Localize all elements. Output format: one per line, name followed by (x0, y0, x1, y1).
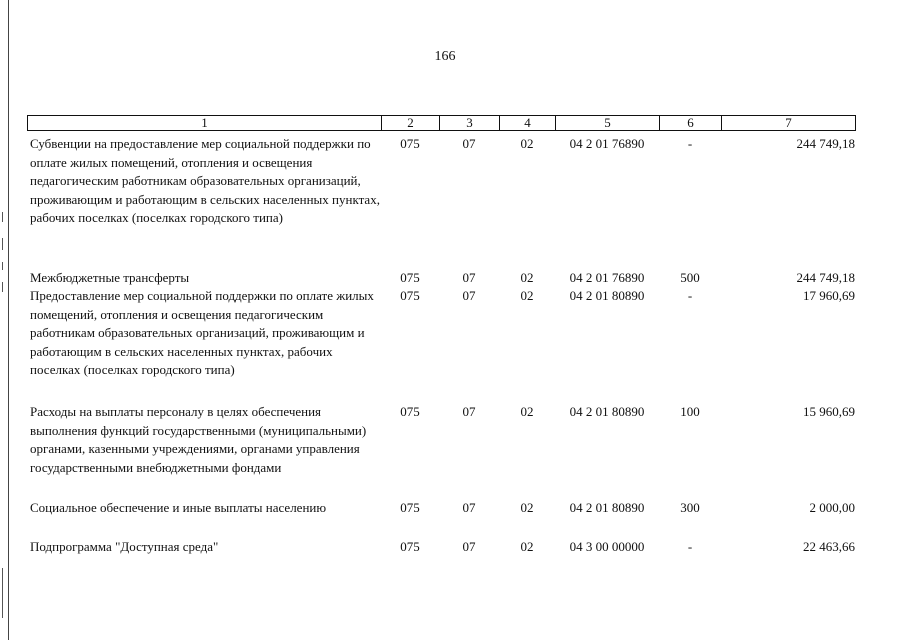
row-description: Предоставление мер социальной поддержки по оплате жилых помещений, отопления и освещения педагогическим работникам образовательных организаций, проживающим и работающим в сельских населенных пунктах, рабочих поселках (поселках городского типа) (30, 288, 374, 377)
row-col-5: 04 2 01 76890 (569, 136, 645, 151)
row-col-6: 500 (680, 270, 700, 285)
row-col-4: 02 (520, 404, 534, 419)
row-description: Социальное обеспечение и иные выплаты населению (30, 500, 327, 515)
row-col-2: 075 (400, 270, 420, 285)
row-description: Межбюджетные трансферты (30, 270, 190, 285)
header-cell-4: 4 (500, 116, 556, 130)
header-cell-5: 5 (556, 116, 660, 130)
row-col-2: 075 (400, 539, 420, 554)
header-cell-2: 2 (382, 116, 440, 130)
row-col-6: - (687, 539, 693, 554)
header-cell-1: 1 (28, 116, 382, 130)
row-col-5: 04 2 01 80890 (569, 404, 645, 419)
row-col-4: 02 (520, 539, 534, 554)
row-col-3: 07 (462, 136, 476, 151)
scan-artifact-mark (2, 568, 3, 618)
row-col-3: 07 (462, 288, 476, 303)
row-col-2: 075 (400, 500, 420, 515)
row-col-2: 075 (400, 404, 420, 419)
row-description: Расходы на выплаты персоналу в целях обеспечения выполнения функций государственными (муниципальными) органами, казенными учреждениями, органами управления государственными внебюджетными фондами (30, 404, 367, 475)
row-col-3: 07 (462, 404, 476, 419)
row-col-7: 244 749,18 (796, 136, 855, 151)
row-col-6: - (687, 136, 693, 151)
row-col-7: 2 000,00 (809, 500, 855, 515)
row-col-3: 07 (462, 500, 476, 515)
row-col-7: 22 463,66 (803, 539, 855, 554)
table-header-row (27, 115, 856, 131)
scan-artifact-mark (2, 212, 3, 222)
row-col-5: 04 2 01 80890 (569, 288, 645, 303)
scan-artifact-mark (2, 238, 3, 250)
row-col-5: 04 2 01 80890 (569, 500, 645, 515)
row-col-6: 300 (680, 500, 700, 515)
row-col-2: 075 (400, 136, 420, 151)
row-description: Субвенции на предоставление мер социальной поддержки по оплате жилых помещений, отопления и освещения педагогическим работникам образовательных организаций, проживающим и работающим в сельских населенных пунктах, рабочих поселках (поселках городского типа) (30, 136, 380, 225)
row-col-7: 15 960,69 (803, 404, 855, 419)
row-col-5: 04 3 00 00000 (569, 539, 645, 554)
scan-artifact-mark (2, 262, 3, 270)
row-col-3: 07 (462, 270, 476, 285)
row-col-4: 02 (520, 500, 534, 515)
row-col-3: 07 (462, 539, 476, 554)
row-col-6: - (687, 288, 693, 303)
row-col-5: 04 2 01 76890 (569, 270, 645, 285)
scan-artifact-mark (2, 282, 3, 292)
header-cell-7: 7 (785, 115, 792, 130)
row-col-6: 100 (680, 404, 700, 419)
row-col-4: 02 (520, 270, 534, 285)
row-col-2: 075 (400, 288, 420, 303)
row-col-4: 02 (520, 288, 534, 303)
row-col-7: 17 960,69 (803, 288, 855, 303)
header-cell-6: 6 (660, 116, 722, 130)
page-number: 166 (434, 49, 456, 64)
header-cell-3: 3 (440, 116, 500, 130)
row-col-4: 02 (520, 136, 534, 151)
row-description: Подпрограмма "Доступная среда" (30, 539, 219, 554)
row-col-7: 244 749,18 (796, 270, 855, 285)
scan-left-edge-line (8, 0, 9, 640)
